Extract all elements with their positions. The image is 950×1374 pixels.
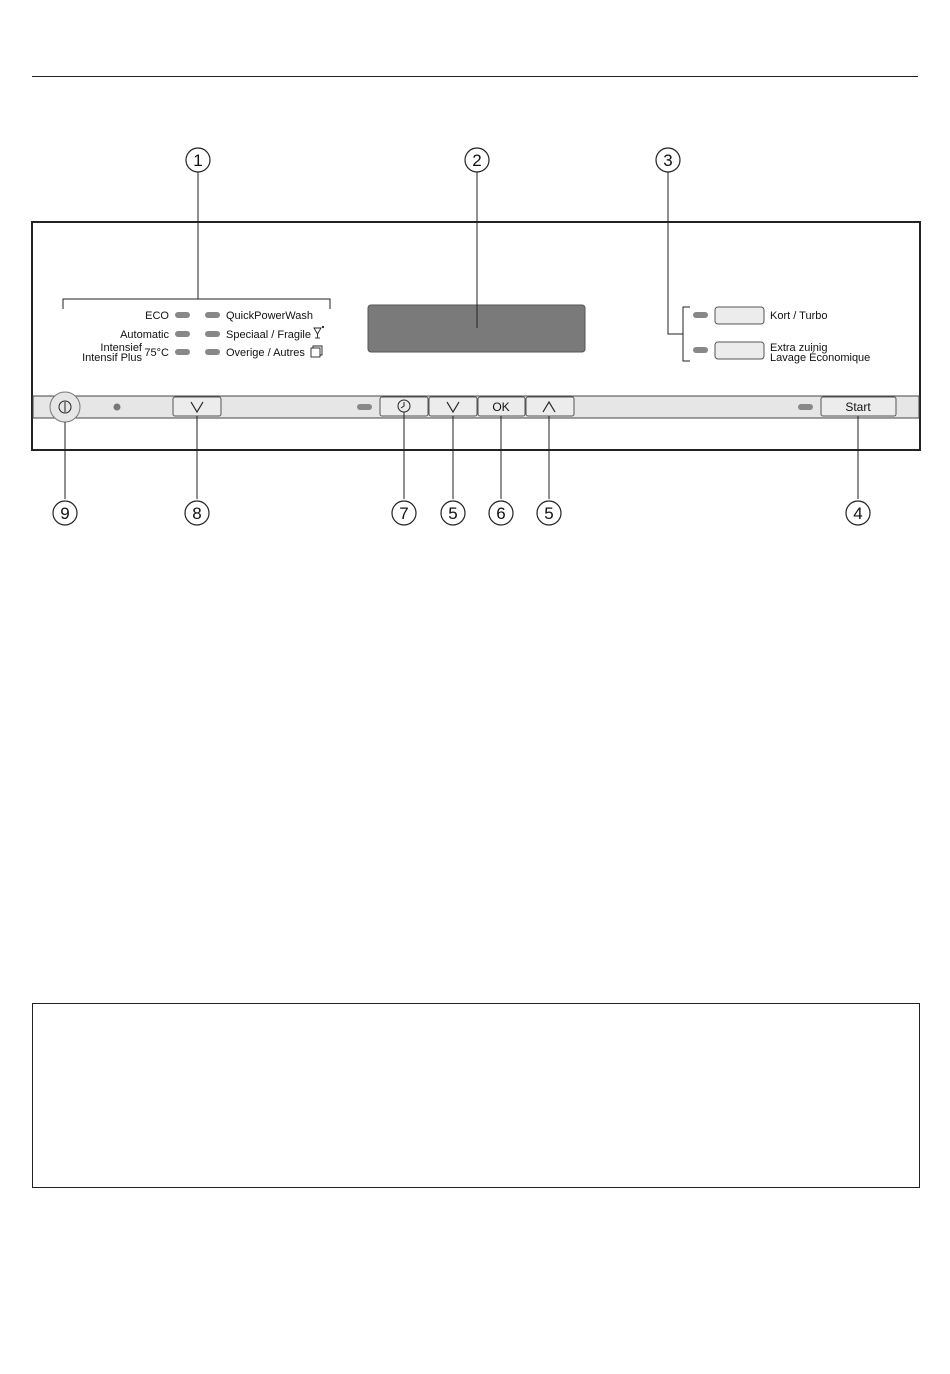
extra-zuinig-button[interactable] (715, 342, 764, 359)
callout-number: 5 (544, 504, 554, 523)
callout-line-3 (668, 172, 683, 334)
power-led (114, 404, 121, 411)
led-automatic (175, 331, 190, 337)
led-intensief (175, 349, 190, 355)
note-box (32, 1003, 920, 1188)
callout-number: 1 (193, 151, 203, 170)
led-quickpowerwash (205, 312, 220, 318)
led-kort-turbo (693, 312, 708, 318)
label-automatic: Automatic (120, 329, 169, 341)
label-intensif-plus: Intensif Plus (82, 352, 142, 364)
led-start (798, 404, 813, 410)
label-overige: Overige / Autres (226, 347, 305, 359)
callout-number: 6 (496, 504, 506, 523)
led-speciaal (205, 331, 220, 337)
kort-turbo-button[interactable] (715, 307, 764, 324)
label-intensief: Intensief (100, 342, 142, 354)
label-kort-turbo: Kort / Turbo (770, 310, 828, 322)
label-lavage-economique: Lavage Économique (770, 352, 871, 364)
label-temp: 75°C (144, 347, 169, 359)
option-bracket (683, 307, 690, 361)
led-timer (357, 404, 372, 410)
wine-glass-icon (314, 326, 324, 338)
label-quickpowerwash: QuickPowerWash (226, 310, 314, 322)
label-speciaal: Speciaal / Fragile (226, 329, 311, 341)
start-label: Start (845, 400, 871, 414)
callout-number: 9 (60, 504, 70, 523)
callout-number: 8 (192, 504, 202, 523)
callout-number: 4 (853, 504, 863, 523)
program-bracket (63, 299, 330, 309)
callout-number: 5 (448, 504, 458, 523)
led-eco (175, 312, 190, 318)
callout-number: 7 (399, 504, 409, 523)
callout-number: 2 (472, 151, 482, 170)
callout-number: 3 (663, 151, 673, 170)
led-extra-zuinig (693, 347, 708, 353)
dish-icon (311, 346, 322, 357)
ok-label: OK (492, 400, 510, 414)
label-eco: ECO (145, 310, 169, 322)
up-button[interactable] (526, 397, 574, 416)
label-extra-zuinig: Extra zuinig (770, 342, 828, 354)
led-overige (205, 349, 220, 355)
